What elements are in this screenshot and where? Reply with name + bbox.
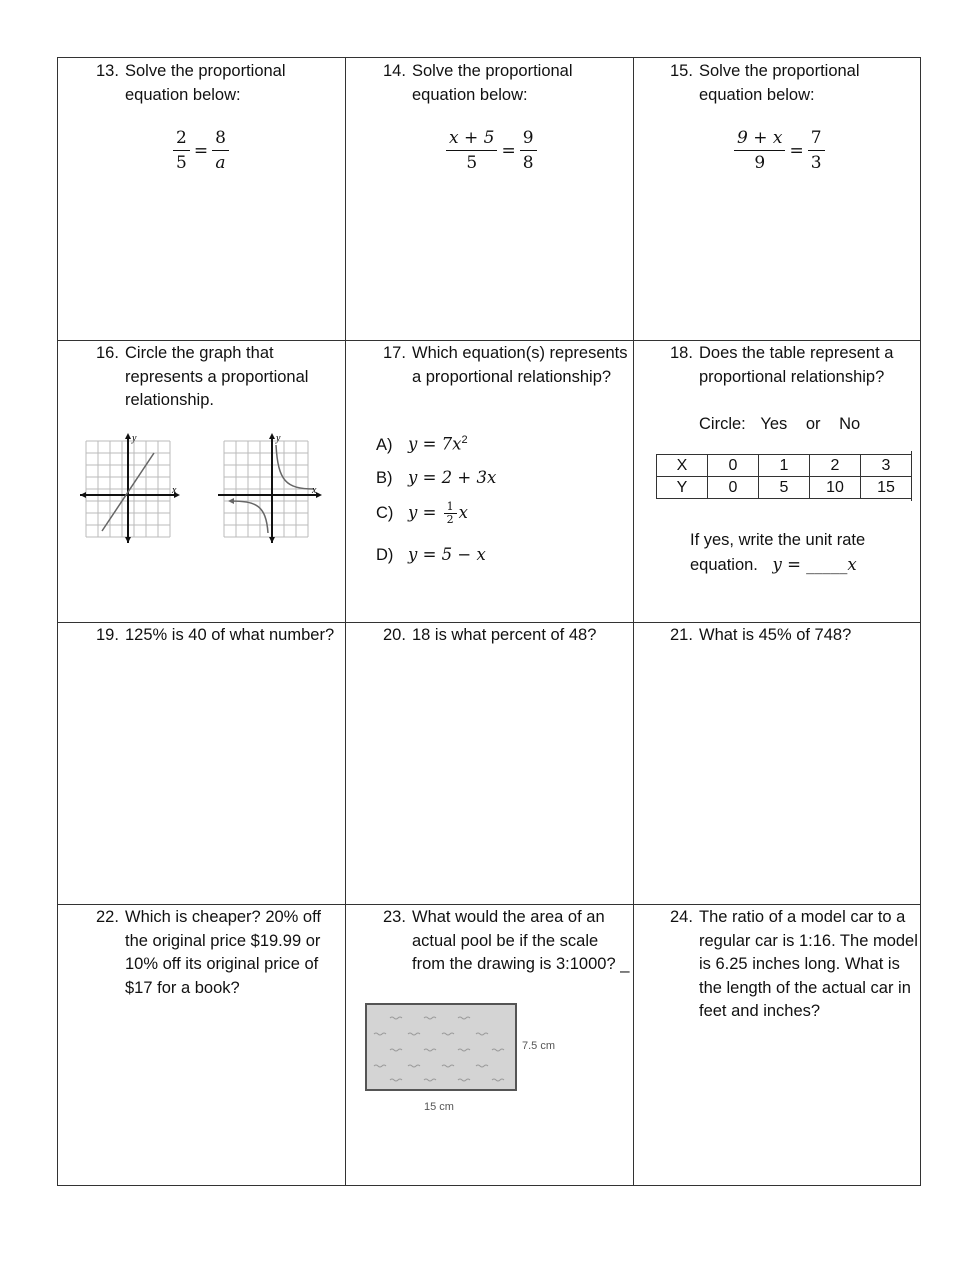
- x-axis-label: x: [312, 485, 317, 496]
- graph-proportional-line[interactable]: [78, 431, 182, 543]
- question-18-cell: [634, 341, 922, 623]
- table-row-x: X 0 1 2 3: [657, 455, 912, 477]
- question-17-prompt: 17. Which equation(s) represents a proportional relationship?: [383, 344, 628, 386]
- question-19-prompt: 19. 125% is 40 of what number?: [96, 626, 335, 644]
- question-16-prompt: 16. Circle the graph that represents a proportional relationship.: [96, 344, 309, 409]
- question-17-cell: [346, 341, 634, 623]
- pool-drawing: [364, 1002, 584, 1118]
- question-24-cell: [634, 905, 922, 1187]
- choice-c[interactable]: C) y = $\frac{1}{2}$ x: [376, 500, 468, 526]
- choice-a[interactable]: A) $y = 7x^2$: [376, 434, 468, 454]
- question-21-cell: [634, 623, 922, 905]
- answer-no[interactable]: No: [839, 415, 861, 433]
- worksheet-grid: [57, 57, 921, 1186]
- question-15-prompt: 15. Solve the proportional equation below:: [670, 62, 860, 104]
- choice-b[interactable]: B) y = 2 + 3x: [376, 468, 497, 487]
- question-14-prompt: 14. Solve the proportional equation below:: [383, 62, 573, 104]
- x-axis-label: x: [172, 485, 177, 496]
- question-22-cell: [58, 905, 346, 1187]
- graph-inverse-curve[interactable]: [216, 431, 324, 543]
- question-20-cell: [346, 623, 634, 905]
- question-13-prompt: 13. Solve the proportional equation below:: [96, 62, 286, 104]
- pool-height-label: 7.5 cm: [522, 1040, 556, 1052]
- question-20-prompt: 20. 18 is what percent of 48?: [383, 626, 597, 644]
- question-15-cell: [634, 58, 922, 340]
- question-15-equation: $\frac{9 + x}{9}$ = $\frac{7}{3}$: [732, 126, 827, 175]
- table-edge-line: [911, 451, 912, 501]
- question-19-cell: [58, 623, 346, 905]
- question-21-prompt: 21. What is 45% of 748?: [670, 626, 852, 644]
- question-23-prompt: 23. What would the area of an actual pool be if the scale from the drawing is 3:1000? _: [383, 908, 630, 973]
- y-axis-label: y: [132, 433, 137, 444]
- question-14-cell: [346, 58, 634, 340]
- question-13-cell: [58, 58, 346, 340]
- table-row-y: Y 0 5 10 15: [657, 477, 912, 499]
- unit-rate-prompt: If yes, write the unit rate equation. y = _____x: [690, 531, 866, 574]
- choice-d[interactable]: D) y = 5 − x: [376, 545, 486, 564]
- question-22-prompt: 22. Which is cheaper? 20% off the original price $19.99 or 10% off its original price of $17 for a book?: [96, 908, 321, 997]
- xy-table: [656, 454, 912, 499]
- answer-yes[interactable]: Yes: [760, 415, 788, 433]
- circle-choice-line: Circle: Yes or No: [699, 415, 861, 433]
- question-14-equation: $\frac{x + 5}{5}$ = $\frac{9}{8}$: [444, 126, 539, 175]
- question-24-prompt: 24. The ratio of a model car to a regular car is 1:16. The model is 6.25 inches long. What is the length of the actual car in feet and inches?: [670, 908, 918, 1020]
- question-18-prompt: 18. Does the table represent a proportional relationship?: [670, 344, 894, 386]
- pool-width-label: 15 cm: [424, 1101, 454, 1113]
- question-13-equation: $\frac{2}{5}$ = $\frac{8}{a}$: [171, 126, 231, 175]
- question-23-cell: [346, 905, 634, 1187]
- question-16-cell: [58, 341, 346, 623]
- unit-rate-blank[interactable]: y = _____x: [772, 554, 857, 574]
- y-axis-label: y: [276, 433, 281, 444]
